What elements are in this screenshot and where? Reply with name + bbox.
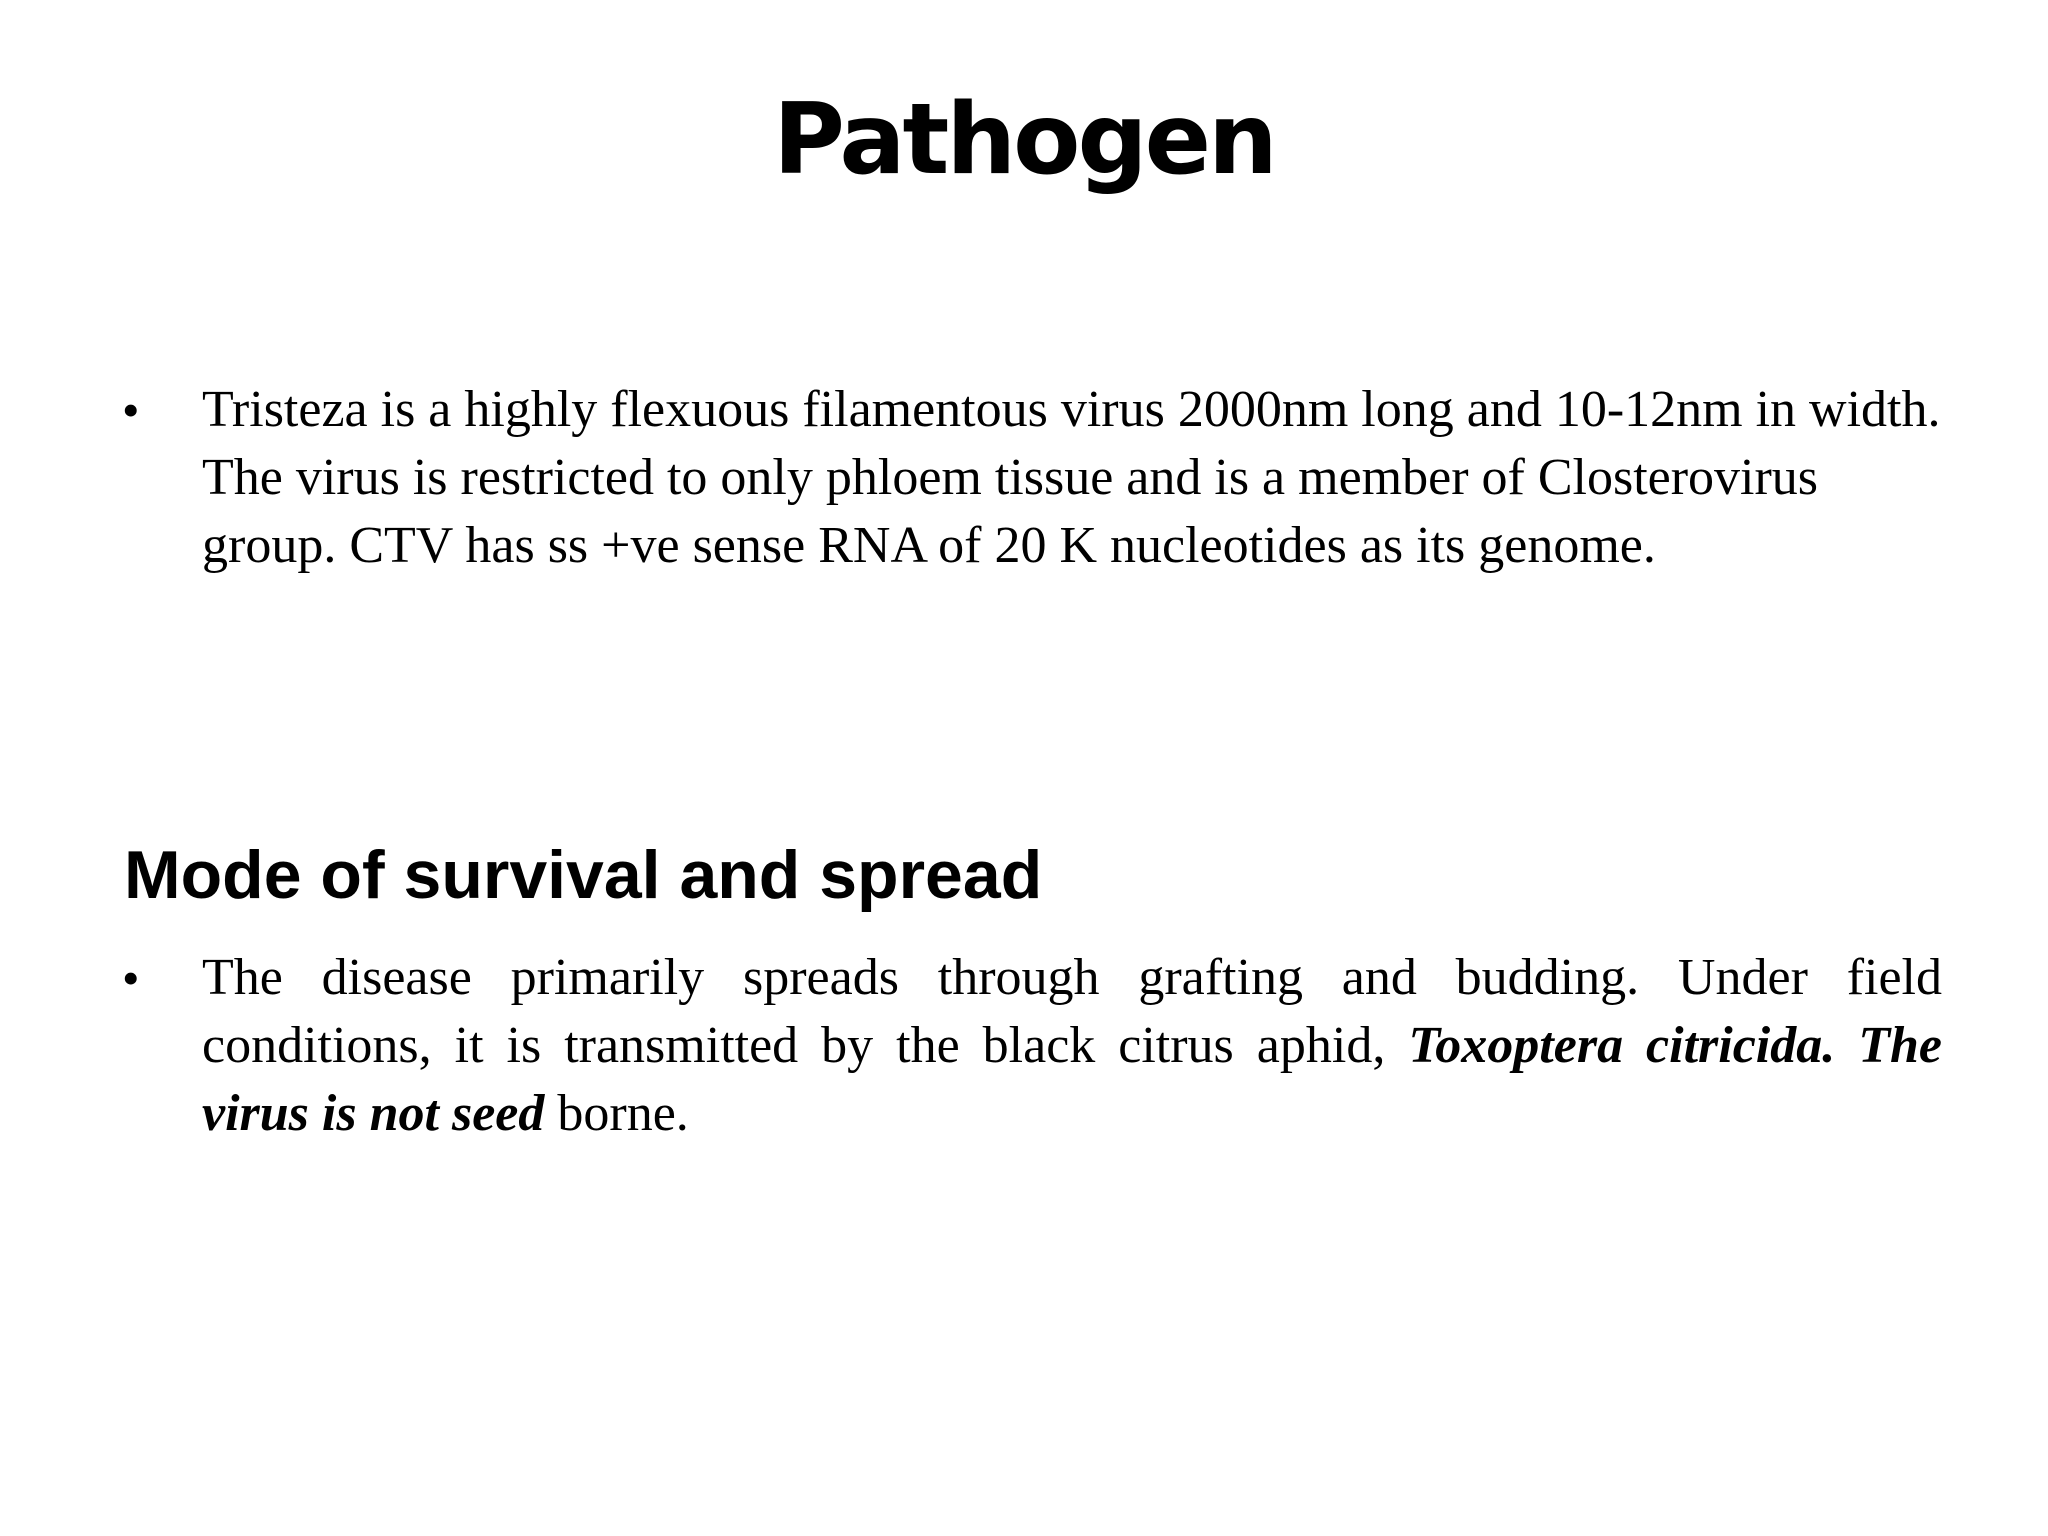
spread-description <box>202 944 1942 1148</box>
spread-text: The disease primarily spreads through grafting and budding. Under field conditions, it is transmitted by the black citrus aphid, <box>202 949 1942 1074</box>
spread-text-tail: borne. <box>544 1085 689 1142</box>
spread-bullet <box>122 944 1942 1148</box>
pathogen-description: Tristeza is a highly flexuous filamentous virus 2000nm long and 10-12nm in width. The virus is restricted to only phloem tissue and is a member of Closterovirus group. CTV has ss +ve sense RNA of 20 K nucleotides as its genome. <box>202 381 1941 574</box>
spread-text-emphasis: Toxoptera citricida. The virus is not seed <box>202 1017 1943 1142</box>
pathogen-bullet <box>122 376 1942 580</box>
bullet-marker: • <box>122 382 140 438</box>
slide-title: Pathogen <box>773 83 1275 197</box>
bullet-marker: • <box>122 950 140 1006</box>
section-heading: Mode of survival and spread <box>124 837 1043 913</box>
